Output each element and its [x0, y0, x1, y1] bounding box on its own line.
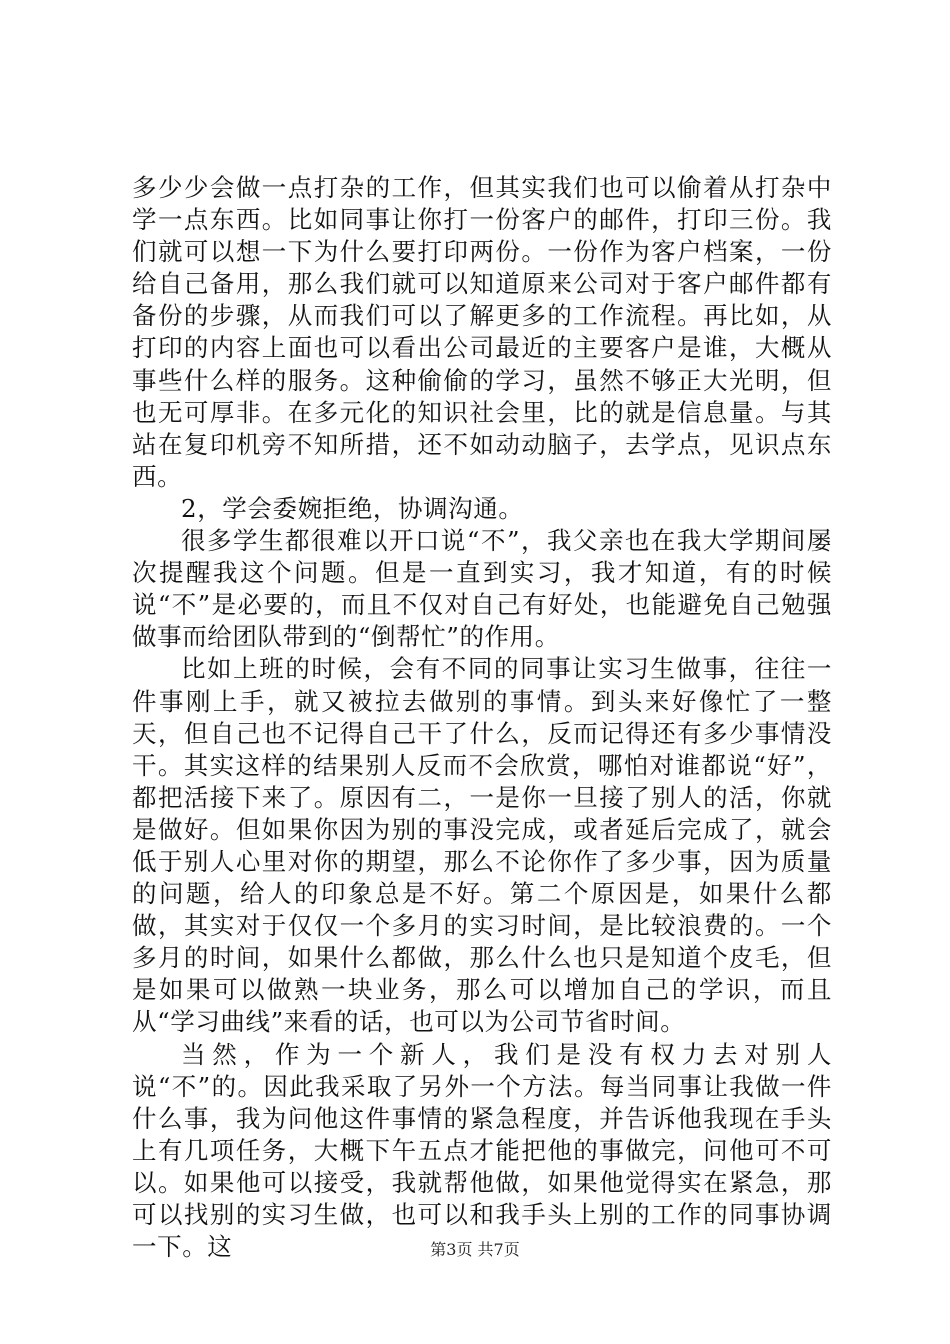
document-body — [132, 172, 832, 1263]
paragraph-1: 多少少会做一点打杂的工作，但其实我们也可以偷着从打杂中学一点东西。比如同事让你打一份客户的邮件，打印三份。我们就可以想一下为什么要打印两份。一份作为客户档案，一份给自己备用，那么我们就可以知道原来公司对于客户邮件都有备份的步骤，从而我们可以了解更多的工作流程。再比如，从打印的内容上面也可以看出公司最近的主要客户是谁，大概从事些什么样的服务。这种偷偷的学习，虽然不够正大光明，但也无可厚非。在多元化的知识社会里，比的就是信息量。与其站在复印机旁不知所措，还不如动动脑子，去学点，见识点东西。 — [132, 173, 832, 491]
section-heading: 2，学会委婉拒绝，协调沟通。 — [181, 493, 524, 523]
paragraph-2: 很多学生都很难以开口说“不”，我父亲也在我大学期间屡次提醒我这个问题。但是一直到实习，我才知道，有的时候说“不”是必要的，而且不仅对自己有好处，也能避免自己勉强做事而给团队带到的“倒帮忙”的作用。 — [132, 526, 832, 652]
paragraph-3: 比如上班的时候，会有不同的同事让实习生做事，往往一件事刚上手，就又被拉去做别的事情。到头来好像忙了一整天，但自己也不记得自己干了什么，反而记得还有多少事情没干。其实这样的结果别人反而不会欣赏，哪怕对谁都说“好”，都把活接下来了。原因有二，一是你一旦接了别人的活，你就是做好。但如果你因为别的事没完成，或者延后完成了，就会低于别人心里对你的期望，那么不论你作了多少事，因为质量的问题，给人的印象总是不好。第二个原因是，如果什么都做，其实对于仅仅一个多月的实习时间，是比较浪费的。一个多月的时间，如果什么都做，那么什么也只是知道个皮毛，但是如果可以做熟一块业务，那么可以增加自己的学识，而且从“学习曲线”来看的话，也可以为公司节省时间。 — [132, 654, 832, 1037]
page-number-footer: 第3页 共7页 — [430, 1240, 520, 1259]
paragraph-4: 当然，作为一个新人，我们是没有权力去对别人说“不”的。因此我采取了另外一个方法。每当同事让我做一件什么事，我为问他这件事情的紧急程度，并告诉他我现在手头上有几项任务，大概下午五点才能把他的事做完，问他可不可以。如果他可以接受，我就帮他做，如果他觉得实在紧急，那可以找别的实习生做，也可以和我手头上别的工作的同事协调一下。这 — [132, 1039, 832, 1262]
